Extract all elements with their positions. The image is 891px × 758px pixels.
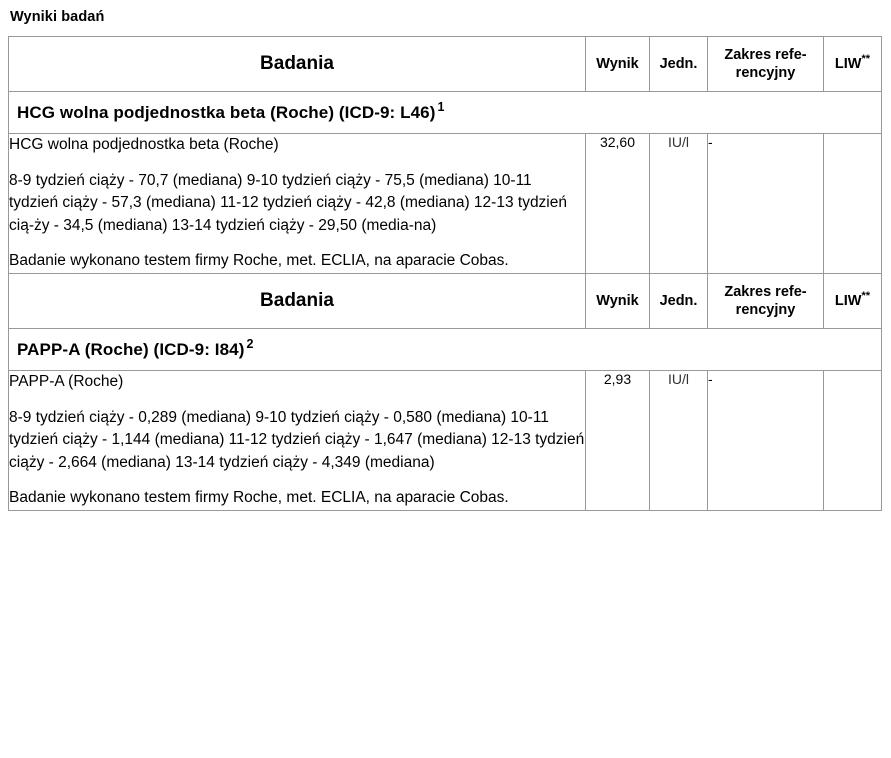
test-result-value: 2,93 bbox=[586, 371, 650, 510]
test-medians: 8-9 tydzień ciąży - 70,7 (mediana) 9-10 tydzień ciąży - 75,5 (mediana) 10-11 tydzień ciąży - 57,3 (mediana) 11-12 tydzień ciąży - 42,8 (mediana) 12-13 tydzień cią-ży - 34,5 (mediana) 13-14 tydzień ciąży - 29,50 (media-na) bbox=[9, 171, 567, 234]
column-header-name: Badania bbox=[9, 273, 586, 328]
test-result-value: 32,60 bbox=[586, 134, 650, 273]
liw-footnote-marker: ** bbox=[861, 53, 871, 66]
test-description-cell bbox=[9, 371, 586, 510]
column-header-result: Wynik bbox=[586, 273, 650, 328]
group-title bbox=[17, 102, 875, 123]
group-title-row bbox=[9, 328, 882, 370]
table-header-row bbox=[9, 36, 882, 91]
liw-footnote-marker: ** bbox=[861, 289, 871, 302]
liw-label: LIW bbox=[834, 55, 862, 72]
test-method-note: Badanie wykonano testem firmy Roche, met. ECLIA, na aparacie Cobas. bbox=[9, 489, 509, 507]
test-description-cell bbox=[9, 134, 586, 273]
group-title-cell bbox=[9, 328, 882, 370]
group-title-row bbox=[9, 92, 882, 134]
table-row bbox=[9, 134, 882, 273]
group-title bbox=[17, 339, 875, 360]
test-liw-value bbox=[824, 134, 882, 273]
table-row bbox=[9, 371, 882, 510]
test-liw-value bbox=[824, 371, 882, 510]
table-header-row bbox=[9, 273, 882, 328]
column-header-liw bbox=[824, 36, 882, 91]
liw-label: LIW bbox=[834, 292, 862, 309]
test-name: HCG wolna podjednostka beta (Roche) bbox=[9, 136, 279, 154]
results-table bbox=[8, 36, 882, 511]
test-name: PAPP-A (Roche) bbox=[9, 373, 124, 391]
column-header-reference-range bbox=[708, 273, 824, 328]
reference-range-line1: Zakres refe- bbox=[724, 46, 807, 63]
column-header-unit: Jedn. bbox=[650, 273, 708, 328]
reference-range-line2: rencyjny bbox=[735, 301, 796, 318]
group-footnote-marker: 1 bbox=[437, 100, 445, 115]
reference-range-line1: Zakres refe- bbox=[724, 283, 807, 300]
column-header-name: Badania bbox=[9, 36, 586, 91]
test-method-note: Badanie wykonano testem firmy Roche, met. ECLIA, na aparacie Cobas. bbox=[9, 252, 509, 270]
reference-range-line2: rencyjny bbox=[735, 64, 796, 81]
group-title-cell bbox=[9, 92, 882, 134]
test-reference-range: - bbox=[708, 371, 824, 510]
page-title: Wyniki badań bbox=[10, 9, 105, 25]
test-result-unit: IU/l bbox=[650, 371, 708, 510]
group-footnote-marker: 2 bbox=[246, 337, 254, 352]
group-title-text: PAPP-A (Roche) (ICD-9: I84) bbox=[17, 339, 245, 359]
test-reference-range: - bbox=[708, 134, 824, 273]
column-header-reference-range bbox=[708, 36, 824, 91]
column-header-unit: Jedn. bbox=[650, 36, 708, 91]
group-title-text: HCG wolna podjednostka beta (Roche) (ICD-9: L46) bbox=[17, 103, 436, 123]
test-medians: 8-9 tydzień ciąży - 0,289 (mediana) 9-10 tydzień ciąży - 0,580 (mediana) 10-11 tydzień ciąży - 1,144 (mediana) 11-12 tydzień ciąży - 1,647 (mediana) 12-13 tydzień ciąży - 2,664 (mediana) 13-14 tydzień ciąży - 4,349 (mediana) bbox=[9, 408, 585, 471]
test-result-unit: IU/l bbox=[650, 134, 708, 273]
column-header-result: Wynik bbox=[586, 36, 650, 91]
column-header-liw bbox=[824, 273, 882, 328]
